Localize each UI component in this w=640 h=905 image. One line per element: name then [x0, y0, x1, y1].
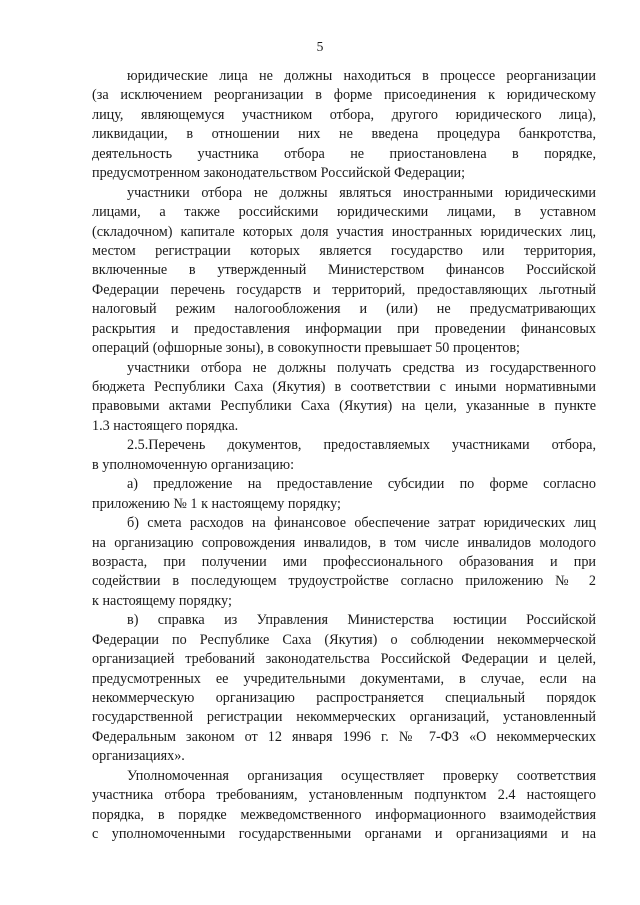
text-line: участники отбора не должны являться иностранными юридическими	[127, 184, 596, 201]
text-line: 2.5.Перечень документов, предоставляемых участниками отбора,	[127, 437, 596, 454]
text-line: 1.3 настоящего порядка.	[92, 417, 239, 434]
text-line: на организацию сопровождения инвалидов, в том числе инвалидов молодого	[92, 534, 596, 551]
text-line: Федерации перечень государств и территорий, предоставляющих льготный	[92, 281, 596, 298]
text-line: Федерации по Республике Саха (Якутия) о соблюдении некоммерческой	[92, 631, 596, 648]
text-line: с уполномоченными государственными органами и организациями и на	[92, 826, 596, 843]
text-line: некоммерческую организацию распространяется специальный порядок	[92, 690, 596, 706]
text-line: государственной регистрации некоммерческих организаций, установленный	[92, 709, 596, 726]
document-body	[92, 67, 596, 845]
text-line: деятельность участника отбора не приостановлена в порядке,	[92, 145, 596, 162]
text-line: участники отбора не должны получать средства из государственного	[127, 359, 596, 376]
text-line: организациях».	[92, 748, 185, 765]
text-line: операций (офшорные зоны), в совокупности превышает 50 процентов;	[92, 340, 520, 357]
text-line: бюджета Республики Саха (Якутия) в соответствии с иными нормативными	[92, 379, 596, 395]
text-line: юридические лица не должны находиться в процессе реорганизации	[127, 68, 596, 84]
page-number: 5	[316, 39, 324, 54]
text-line: предусмотренном законодательством Российской Федерации;	[92, 165, 466, 182]
text-line: раскрытия и предоставления информации при проведении финансовых	[92, 320, 596, 337]
text-line: в) справка из Управления Министерства юстиции Российской	[127, 612, 596, 629]
text-line: правовыми актами Республики Саха (Якутия) на цели, указанные в пункте	[92, 398, 596, 415]
text-line: к настоящему порядку;	[92, 592, 232, 609]
text-line: возраста, при получении ими профессионального образования и при	[92, 553, 596, 570]
text-line: содействии в последующем трудоустройстве согласно приложению № 2	[92, 573, 596, 590]
text-line: лицу, являющемуся участником отбора, другого юридического лица),	[92, 106, 596, 123]
text-line: налоговый режим налогообложения и (или) не предусматривающих	[92, 301, 596, 318]
text-line: порядка, в порядке межведомственного информационного взаимодействия	[92, 806, 596, 823]
text-line: местом регистрации которых является государство или территория,	[92, 242, 596, 259]
text-line: (складочном) капитале которых доля участия иностранных юридических лиц,	[92, 223, 596, 240]
text-line: Федеральным законом от 12 января 1996 г. № 7-ФЗ «О некоммерческих	[92, 728, 596, 745]
text-line: предусмотренных ее учредительными документами, в случае, если на	[92, 670, 596, 687]
text-line: участника отбора требованиям, установленным подпунктом 2.4 настоящего	[92, 787, 596, 804]
text-line: приложению № 1 к настоящему порядку;	[92, 495, 341, 512]
text-line: а) предложение на предоставление субсидии по форме согласно	[127, 476, 596, 493]
text-line: лицами, а также российскими юридическими лицами, в уставном	[92, 204, 596, 221]
text-line: ликвидации, в отношении них не введена процедура банкротства,	[92, 126, 596, 143]
text-line: (за исключением реорганизации в форме присоединения к юридическому	[92, 87, 596, 104]
text-line: организацией требований законодательства Российской Федерации и целей,	[92, 651, 596, 668]
text-line: Уполномоченная организация осуществляет проверку соответствия	[127, 767, 596, 784]
text-line: б) смета расходов на финансовое обеспечение затрат юридических лиц	[127, 515, 596, 532]
text-line: в уполномоченную организацию:	[92, 456, 295, 473]
text-line: включенные в утвержденный Министерством финансов Российской	[92, 262, 596, 279]
